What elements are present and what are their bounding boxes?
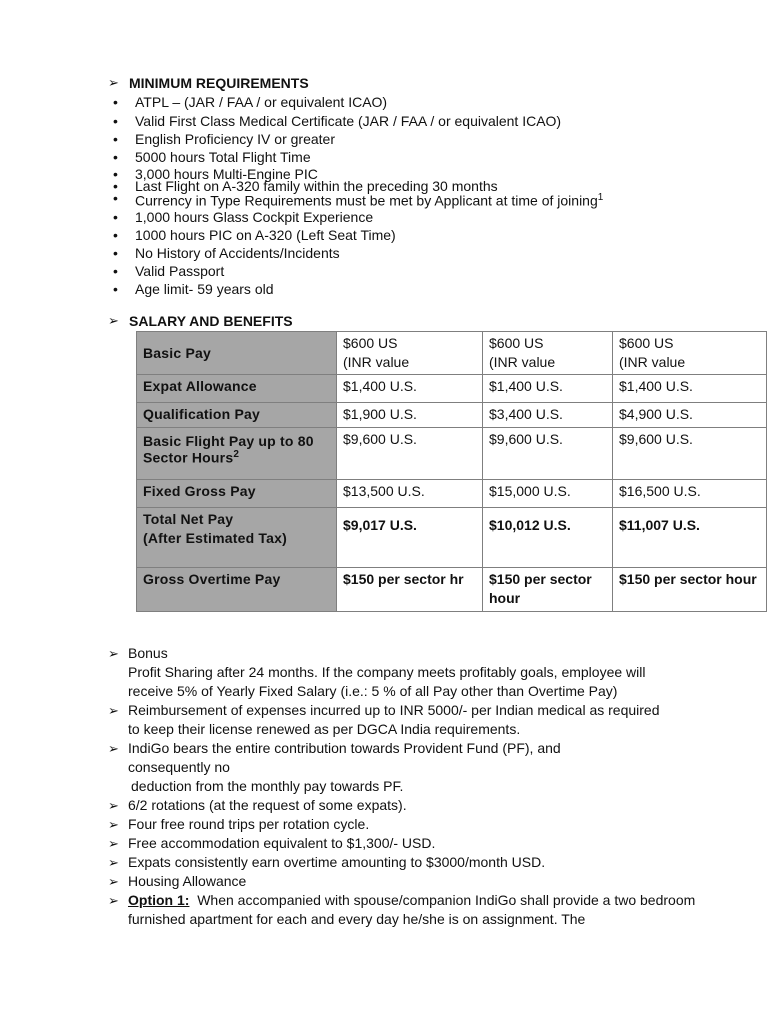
table-row — [137, 332, 767, 375]
table-row — [137, 375, 767, 403]
salary-heading: SALARY AND BENEFITS — [129, 313, 293, 329]
arrow-bullet-icon: ➢ — [108, 313, 119, 328]
benefits-list — [108, 644, 748, 929]
table-row — [137, 568, 767, 612]
table-cell: $9,600 U.S. — [613, 428, 767, 480]
bullet-icon: • — [113, 263, 118, 279]
bullet-icon: • — [113, 209, 118, 225]
bullet-icon: • — [113, 227, 118, 243]
footnote-mark: 1 — [597, 192, 604, 203]
salary-table — [136, 331, 767, 612]
table-cell: $150 per sector hr — [337, 568, 483, 612]
table-row — [137, 508, 767, 568]
list-item: ➢ Expats consistently earn overtime amounting to $3000/month USD. — [108, 854, 546, 870]
bullet-icon: • — [113, 178, 118, 194]
row-label: Basic Pay — [137, 332, 337, 375]
table-cell: $11,007 U.S. — [613, 508, 767, 568]
arrow-bullet-icon: ➢ — [108, 798, 119, 813]
bullet-icon: • — [113, 131, 118, 147]
table-cell: $4,900 U.S. — [613, 403, 767, 428]
list-item: ➢ 6/2 rotations (at the request of some expats). — [108, 797, 407, 813]
table-row — [137, 403, 767, 428]
table-cell: $10,012 U.S. — [483, 508, 613, 568]
arrow-bullet-icon: ➢ — [108, 893, 119, 908]
table-cell: $16,500 U.S. — [613, 480, 767, 508]
arrow-bullet-icon: ➢ — [108, 855, 119, 870]
table-row — [137, 480, 767, 508]
table-cell: $1,400 U.S. — [613, 375, 767, 403]
list-item: ➢ Bonus Profit Sharing after 24 months. If the company meets profitably goals, employee will receive 5% of Yearly Fixed Salary (i.e.: 5 % of all Pay other than Overtime Pay) — [108, 645, 646, 699]
arrow-bullet-icon: ➢ — [108, 75, 119, 90]
bullet-icon: • — [113, 245, 118, 261]
list-item: ➢ Free accommodation equivalent to $1,300/- USD. — [108, 835, 436, 851]
row-label: Gross Overtime Pay — [137, 568, 337, 612]
table-cell: $9,017 U.S. — [337, 508, 483, 568]
table-cell: $600 US (INR value — [613, 332, 767, 375]
row-label: Qualification Pay — [137, 403, 337, 428]
row-label: Total Net Pay (After Estimated Tax) — [137, 508, 337, 568]
table-cell: $150 per sector hour — [613, 568, 767, 612]
arrow-bullet-icon: ➢ — [108, 703, 119, 718]
row-label: Expat Allowance — [137, 375, 337, 403]
table-cell: $3,400 U.S. — [483, 403, 613, 428]
table-cell: $600 US (INR value — [483, 332, 613, 375]
min-requirements-heading: MINIMUM REQUIREMENTS — [129, 75, 309, 91]
document-page: ➢ MINIMUM REQUIREMENTS • ATPL – (JAR / FAA / or equivalent ICAO) • Valid First Class Medical Certificate (JAR / FAA / or equivalent ICAO) • English Proficiency IV or greater • 5000 hours Total Flight Time • 3,000 hours Multi-Engine PIC • Last Flight on A-320 family within the preceding 30 months • Currency in Type Requirements must be met by Applicant at time of joining$^1$ • 1,000 hours Glass Cockpit Experience • 1000 hours PIC on A-320 (Left Seat Time) • No History of Accidents/Incidents • Valid Passport • Age limit- 59 years old ➢ SALARY AND BENEFITS Basic Pay $600 US (INR value $600 US (INR value $600 US (INR value Expat Allowance $1,400 U.S. $1,400 U.S. $1,400 U.S. Qualification Pay $1,900 U.S. $3,400 U.S. $4,900 U.S. Basic Flight Pay up to 80 Sector Hours$^2$ $9,600 U.S. $9,600 U.S. $9,600 U.S. Fixed Gross Pay $13,500 U.S. $15,000 U.S. $16,500 U.S. Total Net Pay (After Estimated Tax) $9,017 U.S. $10,012 U.S. $11,007 U.S. Gross Overtime Pay $150 per sector hr $150 per sector hour $150 per sector hour ➢ Bonus Profit Sharing after 24 months. If the company meets profitably goals, employee will receive 5% of Yearly Fixed Salary (i.e.: 5 % of all Pay other than Overtime Pay) ➢ Reimbursement of expenses incurred up to INR 5000/- per Indian medical as required to keep their license renewed as per DGCA India requirements. ➢ IndiGo bears the entire contribution towards Provident Fund (PF), and consequently no deduction from the monthly pay towards PF. ➢ 6/2 rotations (at the request of some expats). ➢ Four free round trips per rotation cycle. ➢ Free accommodation equivalent to $1,300/- USD. ➢ Expats consistently earn overtime amounting to $3000/month USD. ➢ Housing Allowance ➢ Option 1: When accompanied with spouse/companion IndiGo shall provide a two bedroom furnished apartment for each and every day he/she is on assignment. The — [0, 0, 768, 1024]
bullet-icon: • — [113, 190, 118, 206]
table-cell: $1,400 U.S. — [483, 375, 613, 403]
option-label: Option 1: — [128, 892, 190, 908]
footnote-mark: 2 — [233, 449, 240, 460]
list-item: ➢ IndiGo bears the entire contribution towards Provident Fund (PF), and consequently no deduction from the monthly pay towards PF. — [108, 740, 561, 794]
table-row — [137, 428, 767, 480]
row-label: Fixed Gross Pay — [137, 480, 337, 508]
arrow-bullet-icon: ➢ — [108, 646, 119, 661]
arrow-bullet-icon: ➢ — [108, 741, 119, 756]
list-item: ➢ Reimbursement of expenses incurred up to INR 5000/- per Indian medical as required to keep their license renewed as per DGCA India requirements. — [108, 702, 660, 737]
bullet-icon: • — [113, 113, 118, 129]
table-cell: $15,000 U.S. — [483, 480, 613, 508]
table-cell: $9,600 U.S. — [483, 428, 613, 480]
bullet-icon: • — [113, 149, 118, 165]
list-item: ➢ Four free round trips per rotation cycle. — [108, 816, 370, 832]
table-cell: $150 per sector hour — [483, 568, 613, 612]
table-cell: $13,500 U.S. — [337, 480, 483, 508]
bullet-icon: • — [113, 94, 118, 110]
table-cell: $9,600 U.S. — [337, 428, 483, 480]
row-label: Basic Flight Pay up to 80 Sector Hours$^2$ — [137, 428, 337, 480]
arrow-bullet-icon: ➢ — [108, 817, 119, 832]
bullet-icon: • — [113, 166, 118, 182]
bullet-icon: • — [113, 281, 118, 297]
arrow-bullet-icon: ➢ — [108, 836, 119, 851]
table-cell: $600 US (INR value — [337, 332, 483, 375]
list-item: ➢ Option 1: When accompanied with spouse/companion IndiGo shall provide a two bedroom furnished apartment for each and every day he/she is on assignment. The — [108, 892, 696, 927]
list-item: ➢ Housing Allowance — [108, 873, 247, 889]
table-cell: $1,900 U.S. — [337, 403, 483, 428]
table-cell: $1,400 U.S. — [337, 375, 483, 403]
arrow-bullet-icon: ➢ — [108, 874, 119, 889]
